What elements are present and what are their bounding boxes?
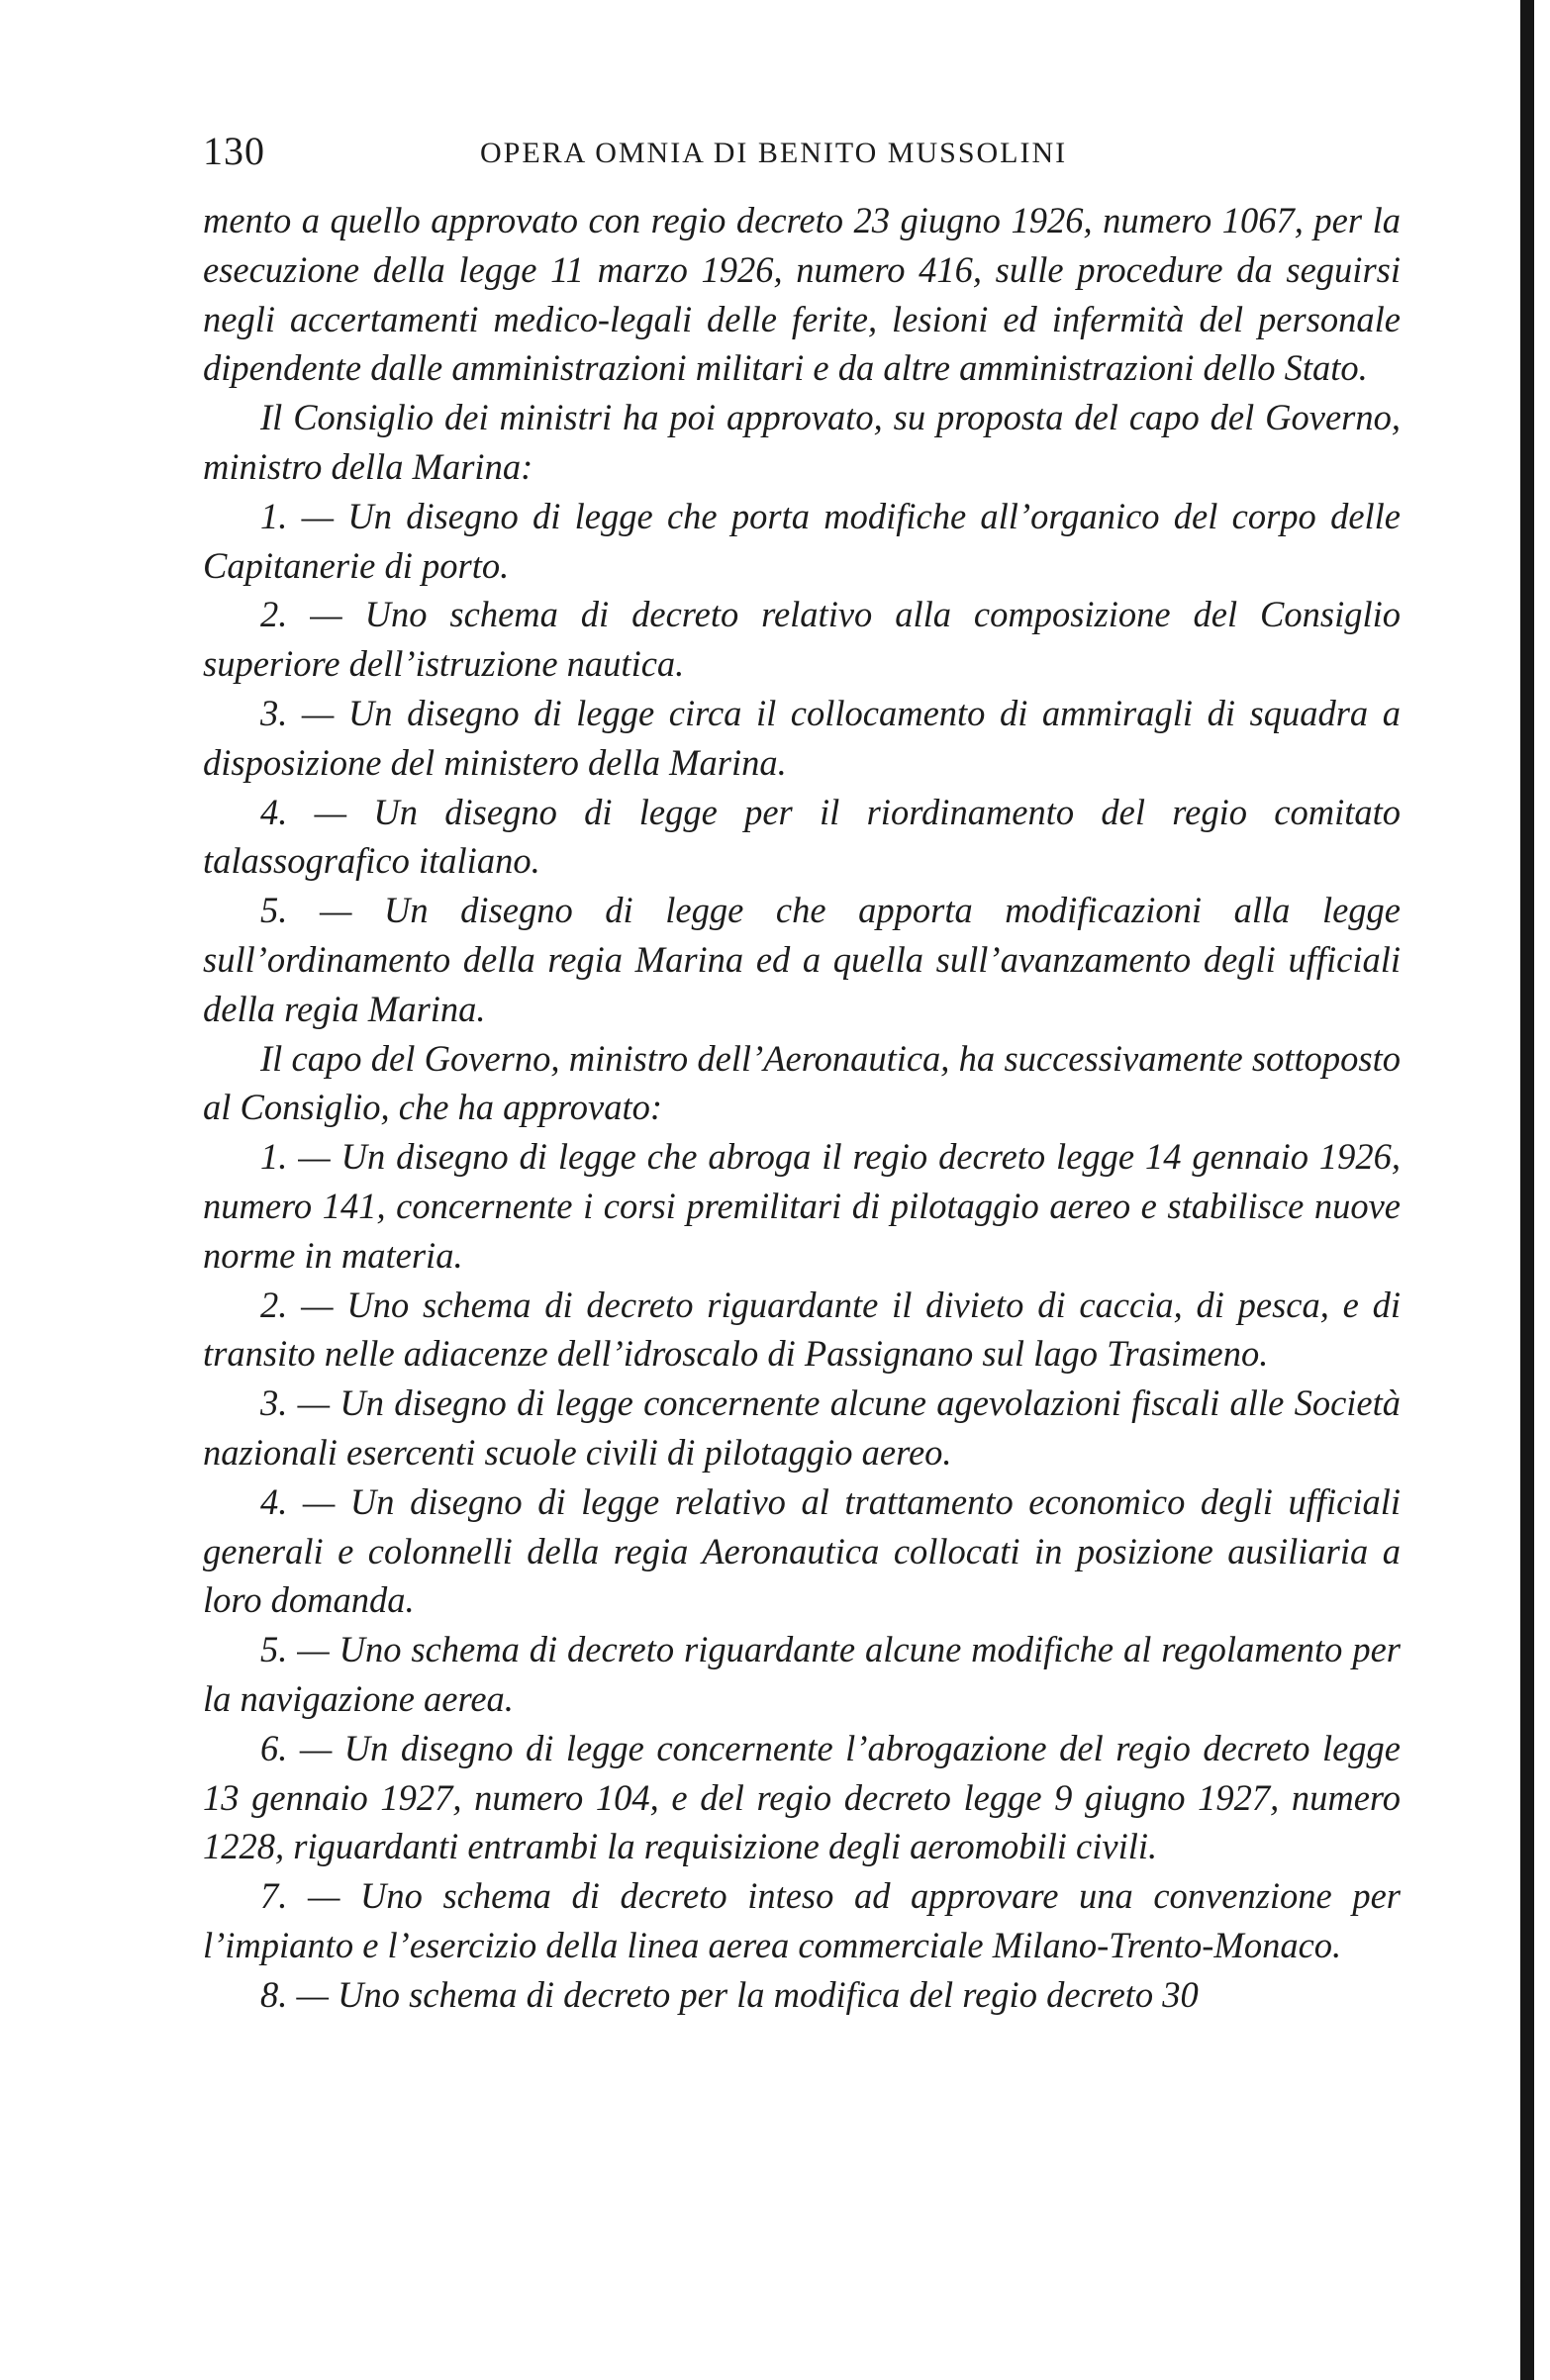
marina-item-3: 3. — Un disegno di legge circa il collocamento di ammiragli di squadra a disposizione del ministero della Marina.	[203, 692, 1401, 783]
aeronautica-item-3: 3. — Un disegno di legge concernente alcune agevolazioni fiscali alle Società nazionali esercenti scuole civili di pilotaggio aereo.	[203, 1382, 1401, 1473]
paragraph-marina-intro: Il Consiglio dei ministri ha poi approvato, su proposta del capo del Governo, ministro della Marina:	[203, 397, 1401, 487]
body-text	[203, 196, 1401, 2019]
running-head: OPERA OMNIA DI BENITO MUSSOLINI	[480, 137, 1068, 169]
marina-item-4: 4. — Un disegno di legge per il riordinamento del regio comitato talassografico italiano.	[203, 791, 1401, 882]
page-header	[203, 127, 1401, 176]
aeronautica-item-1: 1. — Un disegno di legge che abroga il regio decreto legge 14 gennaio 1926, numero 141, concernente i corsi premilitari di pilotaggio aereo e stabilisce nuove norme in materia.	[203, 1136, 1401, 1276]
paragraph-aeronautica-intro: Il capo del Governo, ministro dell’Aeronautica, ha successivamente sottoposto al Consiglio, che ha approvato:	[203, 1037, 1401, 1128]
aeronautica-item-6: 6. — Un disegno di legge concernente l’abrogazione del regio decreto legge 13 gennaio 1927, numero 104, e del regio decreto legge 9 giugno 1927, numero 1228, riguardanti entrambi la requisizione degli aeromobili civili.	[203, 1727, 1401, 1867]
marina-item-1: 1. — Un disegno di legge che porta modifiche all’organico del corpo delle Capitanerie di porto.	[203, 495, 1401, 586]
aeronautica-item-2: 2. — Uno schema di decreto riguardante il divieto di caccia, di pesca, e di transito nelle adiacenze dell’idroscalo di Passignano sul lago Trasimeno.	[203, 1284, 1401, 1375]
marina-item-2: 2. — Uno schema di decreto relativo alla composizione del Consiglio superiore dell’istruzione nautica.	[203, 594, 1401, 685]
aeronautica-item-8: 8. — Uno schema di decreto per la modifica del regio decreto 30	[260, 1973, 1199, 2015]
aeronautica-item-4: 4. — Un disegno di legge relativo al trattamento economico degli ufficiali generali e colonnelli della regia Aeronautica collocati in posizione ausiliaria a loro domanda.	[203, 1480, 1401, 1621]
page-edge-shadow	[1520, 0, 1534, 2380]
page-number: 130	[203, 129, 265, 173]
aeronautica-item-5: 5. — Uno schema di decreto riguardante alcune modifiche al regolamento per la navigazione aerea.	[203, 1629, 1401, 1719]
marina-item-5: 5. — Un disegno di legge che apporta modificazioni alla legge sull’ordinamento della regia Marina ed a quella sull’avanzamento degli ufficiali della regia Marina.	[203, 890, 1401, 1029]
aeronautica-item-7: 7. — Uno schema di decreto inteso ad approvare una convenzione per l’impianto e l’esercizio della linea aerea commerciale Milano-Trento-Monaco.	[203, 1875, 1401, 1965]
paragraph-continuation: mento a quello approvato con regio decreto 23 giugno 1926, numero 1067, per la esecuzione della legge 11 marzo 1926, numero 416, sulle procedure da seguirsi negli accertamenti medico-legali delle ferite, lesioni ed infermità del personale dipendente dalle amministrazioni militari e da altre amministrazioni dello Stato.	[203, 200, 1401, 389]
